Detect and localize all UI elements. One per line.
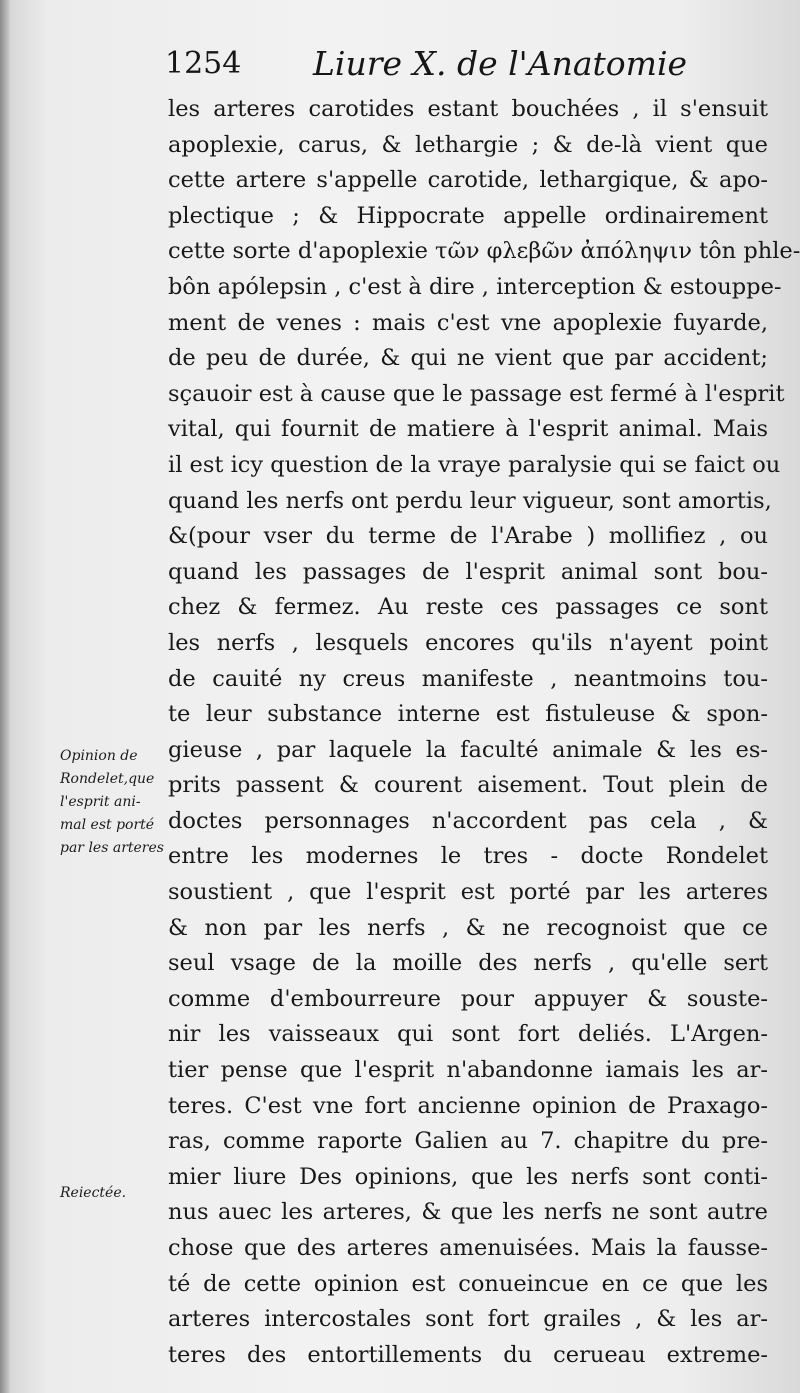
text-line: cette sorte d'apoplexie τῶν φλεβῶν ἀπόληψιν tôn phle-: [168, 238, 800, 265]
margin-note-line: l'esprit ani-: [60, 794, 141, 810]
text-line: de peu de durée, & qui ne vient que par accident;: [168, 345, 768, 372]
text-line: quand les passages de l'esprit animal sont bou-: [168, 558, 768, 585]
text-line: quand les nerfs ont perdu leur vigueur, sont amortis,: [168, 487, 772, 514]
text-line: gieuse , par laquele la faculté animale & les es-: [168, 736, 768, 763]
running-title: Liure X. de l'Anatomie: [313, 44, 688, 83]
text-line: mier liure Des opinions, que les nerfs sont conti-: [168, 1163, 768, 1190]
text-line: bôn apólepsin , c'est à dire , interception & estouppe-: [168, 273, 782, 300]
page-number: 1254: [165, 46, 242, 81]
margin-note-line: Rondelet,que: [60, 771, 155, 787]
page-spine-shadow: [0, 0, 10, 1393]
margin-note-line: mal est porté: [60, 817, 155, 833]
text-line: ras, comme raporte Galien au 7. chapitre du pre-: [168, 1128, 768, 1155]
text-line: nus auec les arteres, & que les nerfs ne sont autre: [168, 1199, 768, 1226]
text-line: il est icy question de la vraye paralysie qui se faict ou: [168, 451, 781, 478]
text-line: chez & fermez. Au reste ces passages ce sont: [168, 594, 768, 621]
text-line: teres des entortillements du cerueau extreme-: [168, 1341, 768, 1368]
margin-note-line: par les arteres: [60, 840, 164, 856]
margin-note-line: Reiectée.: [60, 1185, 127, 1201]
text-line: seul vsage de la moille des nerfs , qu'elle sert: [168, 950, 768, 977]
text-line: sçauoir est à cause que le passage est fermé à l'esprit: [168, 380, 785, 407]
text-line: cette artere s'appelle carotide, lethargique, & apo-: [168, 167, 768, 194]
text-line: les arteres carotides estant bouchées , il s'ensuit: [168, 96, 768, 122]
text-line: nir les vaisseaux qui sont fort deliés. L'Argen-: [168, 1021, 768, 1048]
margin-note-line: Opinion de: [60, 748, 138, 764]
margin-note-rejected: [60, 1182, 180, 1205]
text-line: &(pour vser du terme de l'Arabe ) mollifiez , ou: [168, 523, 768, 550]
main-text-block: [168, 92, 800, 1373]
text-line: entre les modernes le tres - docte Rondelet: [168, 843, 768, 870]
text-line: arteres intercostales sont fort grailes , & les ar-: [168, 1306, 768, 1333]
text-line: & non par les nerfs , & ne recognoist que ce: [168, 914, 768, 941]
text-line: soustient , que l'esprit est porté par les arteres: [168, 879, 768, 906]
text-line: comme d'embourreure pour appuyer & souste-: [168, 985, 768, 1012]
text-line: les nerfs , lesquels encores qu'ils n'ayent point: [168, 629, 768, 656]
margin-note-rondelet: [60, 745, 180, 860]
text-line: plectique ; & Hippocrate appelle ordinairement: [168, 202, 768, 229]
text-line: tier pense que l'esprit n'abandonne iamais les ar-: [168, 1057, 768, 1084]
text-line: vital, qui fournit de matiere à l'esprit animal. Mais: [168, 416, 768, 443]
text-line: doctes personnages n'accordent pas cela , &: [168, 807, 768, 834]
text-line: prits passent & courent aisement. Tout plein de: [168, 772, 768, 799]
text-line: de cauité ny creus manifeste , neantmoins tou-: [168, 665, 768, 692]
text-line: teres. C'est vne fort ancienne opinion de Praxago-: [168, 1092, 768, 1119]
text-line: chose que des arteres amenuisées. Mais la fausse-: [168, 1235, 768, 1261]
text-line: ment de venes : mais c'est vne apoplexie fuyarde,: [168, 309, 768, 336]
text-line: apoplexie, carus, & lethargie ; & de-là vient que: [168, 131, 768, 158]
text-line: té de cette opinion est conueincue en ce que les: [168, 1270, 768, 1297]
text-line: te leur substance interne est fistuleuse & spon-: [168, 701, 768, 728]
